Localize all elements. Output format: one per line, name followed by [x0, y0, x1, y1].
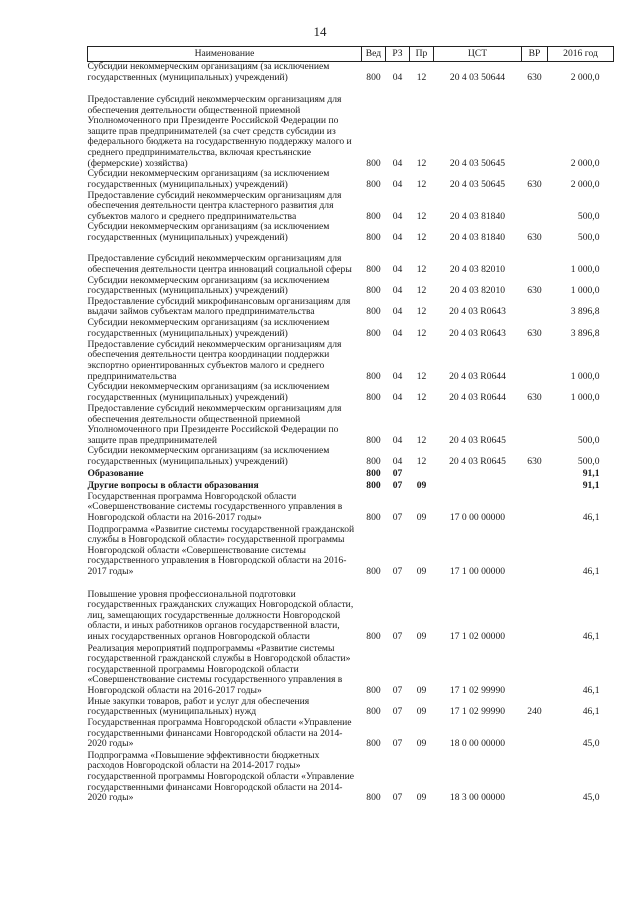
cell-cst: 20 4 03 81840: [449, 231, 506, 243]
cell-sum: 46,1: [582, 684, 600, 696]
cell-pr: 09: [416, 479, 427, 491]
cell-cst: 20 4 03 R0645: [449, 434, 506, 446]
col-header-name: Наименование: [88, 47, 362, 62]
cell-cst: 20 4 03 50645: [449, 178, 506, 190]
cell-sum: 46,1: [582, 565, 600, 577]
cell-name: Другие вопросы в области образования: [87, 479, 259, 491]
table-row: [88, 62, 614, 84]
table-row: [88, 750, 614, 804]
cell-sum: 1 000,0: [570, 263, 600, 275]
cell-vr: [522, 83, 548, 169]
page-number: 14: [313, 24, 327, 39]
cell-ved: 800: [366, 157, 381, 169]
cell-rz: 04: [392, 306, 403, 318]
table-row: [88, 318, 614, 339]
cell-vr: [522, 244, 548, 276]
cell-rz: 04: [392, 370, 403, 382]
cell-rz: 07: [392, 792, 403, 804]
cell-pr: 09: [416, 630, 427, 642]
col-header-ved: Вед: [362, 47, 386, 62]
cell-sum: 46,1: [582, 511, 600, 523]
cell-name: Предоставление субсидий некоммерческим организациям для обеспечения деятельности центра инноваций социальной сферы: [87, 253, 352, 275]
cell-cst: 20 4 03 R0643: [449, 306, 506, 318]
cell-name: Предоставление субсидий некоммерческим организациям для обеспечения деятельности центра координации поддержки экспортно ориентированных субъектов малого и среднего предпринимательства: [87, 338, 342, 382]
cell-cst: 20 4 03 50644: [449, 71, 506, 83]
cell-name: Субсидии некоммерческим организациям (за исключением государственных (муниципальных) учреждений): [87, 381, 330, 403]
cell-sum: 3 896,8: [570, 306, 600, 318]
cell-vr: [522, 468, 548, 480]
cell-name: Предоставление субсидий некоммерческим организациям для обеспечения деятельности общественной приемной Уполномоченного при Президенте Российской Федерации по защите прав предпринимателей: [87, 402, 342, 446]
cell-ved: 800: [366, 684, 381, 696]
cell-vr: 630: [527, 327, 542, 339]
col-header-pr: Пр: [410, 47, 434, 62]
cell-pr: 09: [416, 565, 427, 577]
cell-pr: 09: [416, 511, 427, 523]
cell-sum: 46,1: [582, 706, 600, 718]
cell-pr: 09: [416, 792, 427, 804]
cell-pr: [410, 468, 434, 480]
cell-name: Субсидии некоммерческим организациям (за исключением государственных (муниципальных) учреждений): [87, 445, 330, 467]
cell-vr: [522, 750, 548, 804]
cell-cst: 20 4 03 82010: [449, 263, 506, 275]
cell-vr: [522, 578, 548, 643]
cell-ved: 800: [366, 434, 381, 446]
cell-rz: 04: [392, 455, 403, 467]
table-row: [88, 643, 614, 697]
table-row: [88, 382, 614, 403]
cell-ved: 800: [366, 565, 381, 577]
cell-vr: [522, 339, 548, 382]
cell-vr: [522, 480, 548, 492]
cell-name: Субсидии некоммерческим организациям (за исключением государственных (муниципальных) учреждений): [87, 274, 330, 297]
cell-sum: 91,1: [582, 467, 600, 479]
cell-rz: 04: [392, 157, 403, 169]
cell-rz: 04: [392, 210, 403, 222]
cell-name: Предоставление субсидий микрофинансовым организациям для выдачи займов субъектам малого предпринимательства: [87, 295, 351, 318]
table-row: [88, 492, 614, 524]
cell-sum: 2 000,0: [570, 71, 600, 83]
cell-sum: 1 000,0: [570, 391, 600, 403]
cell-vr: [522, 643, 548, 697]
cell-pr: 12: [416, 370, 427, 382]
cell-ved: 800: [366, 285, 381, 297]
cell-pr: 12: [416, 434, 427, 446]
cell-cst: [434, 468, 522, 480]
cell-rz: 07: [392, 467, 403, 479]
cell-cst: 20 4 03 R0643: [449, 327, 506, 339]
cell-vr: [522, 297, 548, 318]
budget-table: [87, 46, 614, 804]
cell-vr: 630: [527, 178, 542, 190]
table-row: [88, 403, 614, 446]
cell-cst: 20 4 03 50645: [449, 157, 506, 169]
cell-sum: 46,1: [582, 630, 600, 642]
cell-rz: 07: [392, 630, 403, 642]
cell-ved: 800: [366, 738, 381, 750]
cell-vr: [522, 492, 548, 524]
table-row: [88, 578, 614, 643]
cell-name: Субсидии некоммерческим организациям (за исключением государственных (муниципальных) учреждений): [87, 316, 330, 339]
cell-pr: 12: [416, 231, 427, 243]
cell-sum: 91,1: [582, 479, 600, 491]
cell-ved: 800: [366, 630, 381, 642]
cell-ved: 800: [366, 455, 381, 467]
cell-vr: [522, 524, 548, 578]
cell-name: Предоставление субсидий некоммерческим организациям для обеспечения деятельности общественной приемной Уполномоченного при Президенте Российской Федерации по защите прав предпринимателей (за счет средств субсидии из федерального бюджета на государственную поддержку малого и среднего предпринимательства, включая крестьянские (фермерские) хозяйства): [87, 94, 352, 169]
cell-rz: 07: [392, 479, 403, 491]
table-row: [88, 222, 614, 243]
cell-sum: 1 000,0: [570, 370, 600, 382]
cell-cst: 20 4 03 R0644: [449, 391, 506, 403]
table-row: [88, 718, 614, 750]
cell-ved: 800: [366, 511, 381, 523]
cell-pr: 12: [416, 71, 427, 83]
cell-cst: 17 1 00 00000: [449, 565, 506, 577]
cell-sum: 500,0: [577, 210, 600, 222]
cell-pr: 09: [416, 684, 427, 696]
cell-ved: 800: [366, 306, 381, 318]
cell-vr: [522, 190, 548, 222]
cell-pr: 12: [416, 178, 427, 190]
cell-vr: 240: [527, 706, 542, 718]
cell-sum: 500,0: [577, 231, 600, 243]
cell-pr: 12: [416, 327, 427, 339]
cell-pr: 12: [416, 285, 427, 297]
table-row: [88, 190, 614, 222]
cell-cst: 20 4 03 R0645: [449, 455, 506, 467]
col-header-sum: 2016 год: [548, 47, 614, 62]
cell-rz: 07: [392, 684, 403, 696]
cell-rz: 04: [392, 327, 403, 339]
cell-pr: 12: [416, 263, 427, 275]
cell-name: Подпрограмма «Повышение эффективности бюджетных расходов Новгородской области на 2014-2017 годы» государственной программы Новгородской области «Управление государственными финансами Новгородской области на 2014-2020 годы»: [87, 749, 355, 804]
cell-rz: 04: [392, 178, 403, 190]
cell-pr: 12: [416, 391, 427, 403]
cell-cst: 18 0 00 00000: [449, 738, 506, 750]
cell-name: Субсидии некоммерческим организациям (за исключением государственных (муниципальных) учреждений): [87, 221, 330, 243]
table-row: [88, 697, 614, 718]
table-row: [88, 276, 614, 297]
cell-ved: 800: [366, 327, 381, 339]
cell-rz: 04: [392, 434, 403, 446]
cell-vr: 630: [527, 455, 542, 467]
cell-ved: 800: [366, 479, 381, 491]
cell-name: Предоставление субсидий некоммерческим организациям для обеспечения деятельности центра кластерного развития для субъектов малого и среднего предпринимательства: [87, 189, 342, 222]
cell-rz: 04: [392, 263, 403, 275]
cell-cst: 17 1 02 99990: [449, 684, 506, 696]
cell-ved: 800: [366, 792, 381, 804]
cell-vr: 630: [527, 231, 542, 243]
cell-sum: 2 000,0: [570, 178, 600, 190]
cell-cst: 20 4 03 82010: [449, 285, 506, 297]
cell-sum: 500,0: [577, 434, 600, 446]
cell-cst: 17 1 02 00000: [449, 630, 506, 642]
cell-cst: 18 3 00 00000: [449, 792, 506, 804]
cell-ved: 800: [366, 178, 381, 190]
table-header-row: [88, 47, 614, 62]
table-row: [88, 480, 614, 492]
cell-rz: 04: [392, 231, 403, 243]
cell-ved: 800: [366, 370, 381, 382]
cell-ved: 800: [366, 467, 381, 479]
cell-vr: [522, 718, 548, 750]
table-row: [88, 468, 614, 480]
cell-vr: 630: [527, 285, 542, 297]
col-header-vr: ВР: [522, 47, 548, 62]
cell-pr: 12: [416, 157, 427, 169]
cell-name: Образование: [87, 467, 144, 479]
table-body: [88, 62, 614, 804]
cell-ved: 800: [366, 263, 381, 275]
cell-sum: 2 000,0: [570, 157, 600, 169]
table-row: [88, 244, 614, 276]
cell-name: Повышение уровня профессиональной подготовки государственных гражданских служащих Новгородской области, лиц, замещающих государственные должности Новгородской области, и иных работников органов государственной власти, иных государственных органов Новгородской области: [87, 588, 354, 642]
cell-rz: 04: [392, 71, 403, 83]
cell-cst: [434, 480, 522, 492]
cell-name: Реализация мероприятий подпрограммы «Развитие системы государственной гражданской службы в Новгородской области» государственной программы Новгородской области «Совершенствование системы государственного управления в Новгородской области на 2016-2017 годы»: [87, 642, 351, 696]
cell-rz: 07: [392, 511, 403, 523]
col-header-cst: ЦСТ: [434, 47, 522, 62]
cell-ved: 800: [366, 71, 381, 83]
col-header-rz: РЗ: [386, 47, 410, 62]
cell-pr: 12: [416, 455, 427, 467]
cell-name: Подпрограмма «Развитие системы государственной гражданской службы в Новгородской области» государственной программы Новгородской области «Совершенствование системы государственного управления в Новгородской области на 2016-2017 годы»: [87, 523, 355, 577]
table-row: [88, 297, 614, 318]
cell-name: Субсидии некоммерческим организациям (за исключением государственных (муниципальных) учреждений): [87, 61, 330, 83]
cell-ved: 800: [366, 231, 381, 243]
cell-rz: 04: [392, 391, 403, 403]
cell-sum: 45,0: [582, 738, 600, 750]
cell-name: Государственная программа Новгородской области «Управление государственными финансами Новгородской области на 2014-2020 годы»: [87, 716, 352, 750]
cell-ved: 800: [366, 210, 381, 222]
cell-ved: 800: [366, 706, 381, 718]
cell-sum: 500,0: [577, 455, 600, 467]
table-row: [88, 524, 614, 578]
cell-cst: 17 0 00 00000: [449, 511, 506, 523]
cell-rz: 04: [392, 285, 403, 297]
table-row: [88, 83, 614, 169]
cell-cst: 20 4 03 81840: [449, 210, 506, 222]
cell-vr: 630: [527, 391, 542, 403]
table-row: [88, 446, 614, 467]
cell-cst: 20 4 03 R0644: [449, 370, 506, 382]
cell-vr: 630: [527, 71, 542, 83]
cell-pr: 12: [416, 210, 427, 222]
cell-sum: 3 896,8: [570, 327, 600, 339]
cell-rz: 07: [392, 565, 403, 577]
cell-ved: 800: [366, 391, 381, 403]
cell-rz: 07: [392, 738, 403, 750]
cell-vr: [522, 403, 548, 446]
cell-pr: 09: [416, 706, 427, 718]
cell-pr: 12: [416, 306, 427, 318]
cell-cst: 17 1 02 99990: [449, 706, 506, 718]
cell-sum: 45,0: [582, 792, 600, 804]
cell-name: Государственная программа Новгородской области «Совершенствование системы государственного управления в Новгородской области на 2016-2017 годы»: [87, 490, 343, 523]
cell-sum: 1 000,0: [570, 285, 600, 297]
cell-rz: 07: [392, 706, 403, 718]
table-row: [88, 339, 614, 382]
table-row: [88, 169, 614, 190]
cell-name: Субсидии некоммерческим организациям (за исключением государственных (муниципальных) учреждений): [87, 168, 330, 190]
cell-pr: 09: [416, 738, 427, 750]
cell-name: Иные закупки товаров, работ и услуг для обеспечения государственных (муниципальных) нужд: [87, 695, 310, 718]
